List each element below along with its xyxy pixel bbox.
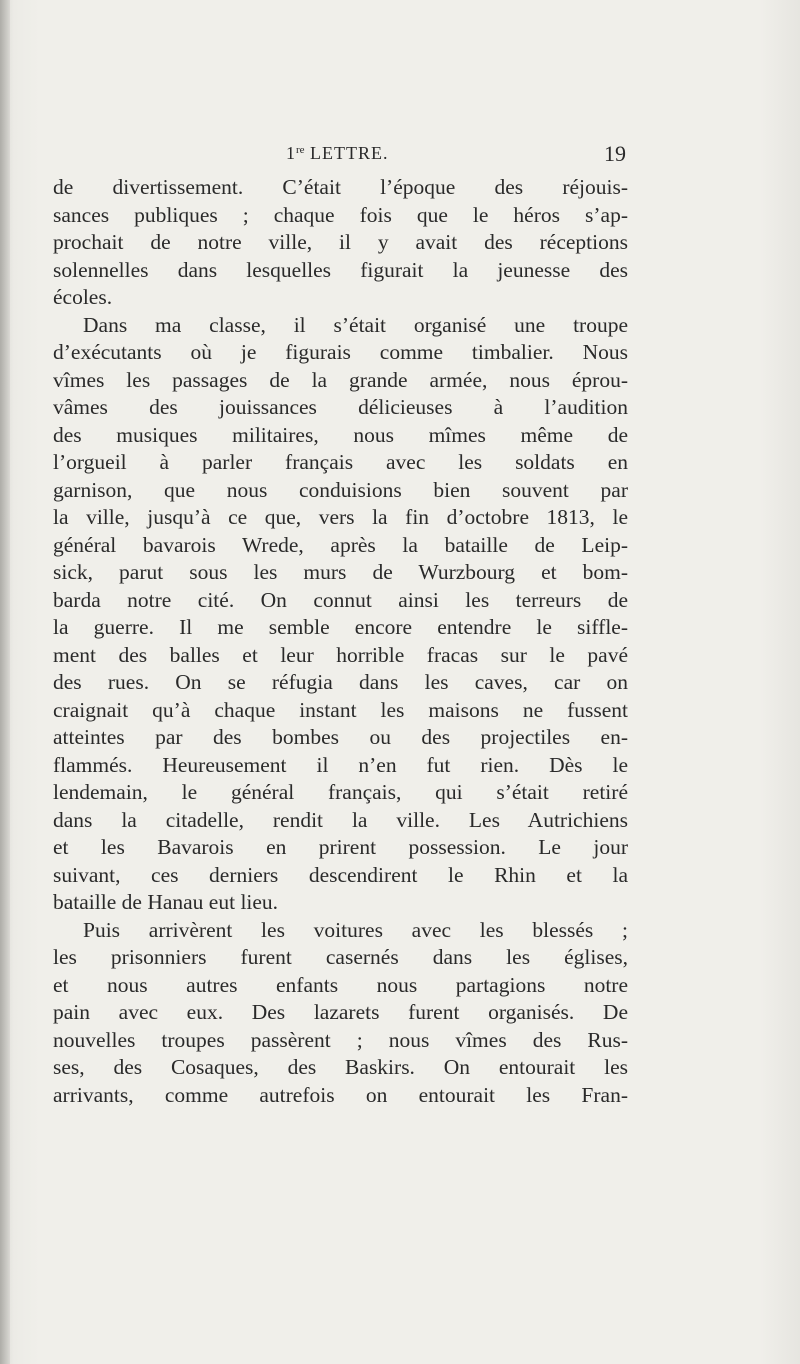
text-line: sances publiques ; chaque fois que le héros s’ap- xyxy=(53,202,628,227)
text-line: dans la citadelle, rendit la ville. Les Autrichiens xyxy=(53,807,628,832)
text-line: des musiques militaires, nous mîmes même de xyxy=(53,422,628,447)
text-line: bataille de Hanau eut lieu. xyxy=(53,890,279,914)
text-line: de divertissement. C’était l’époque des réjouis- xyxy=(53,175,628,199)
text-line: Puis arrivèrent les voitures avec les blessés ; xyxy=(83,917,628,942)
text-line: sick, parut sous les murs de Wurzbourg et bom- xyxy=(53,560,628,584)
text-line: ment des balles et leur horrible fracas sur le pavé xyxy=(53,642,628,667)
text-line: et nous autres enfants nous partagions notre xyxy=(53,972,628,997)
text-line: barda notre cité. On connut ainsi les terreurs de xyxy=(53,587,628,612)
text-line: l’orgueil à parler français avec les soldats en xyxy=(53,450,628,474)
text-line: prochait de notre ville, il y avait des réceptions xyxy=(53,230,628,254)
page-gutter-shadow xyxy=(0,0,10,1364)
title-main: LETTRE. xyxy=(310,143,389,163)
text-line: d’exécutants où je figurais comme timbalier. Nous xyxy=(53,340,628,364)
text-line: la ville, jusqu’à ce que, vers la fin d’octobre 1813, le xyxy=(53,505,628,529)
text-line: atteintes par des bombes ou des projectiles en- xyxy=(53,725,628,749)
text-line: arrivants, comme autrefois on entourait les Fran- xyxy=(53,1082,628,1107)
text-line: général bavarois Wrede, après la bataille de Leip- xyxy=(53,532,628,557)
text-line: flammés. Heureusement il n’en fut rien. Dès le xyxy=(53,752,628,777)
title-superscript: re xyxy=(296,144,305,156)
text-line: Dans ma classe, il s’était organisé une troupe xyxy=(83,312,628,337)
text-line: vîmes les passages de la grande armée, nous éprou- xyxy=(53,367,628,392)
text-line: des rues. On se réfugia dans les caves, car on xyxy=(53,670,628,694)
text-line: et les Bavarois en prirent possession. Le jour xyxy=(53,835,628,859)
body-text xyxy=(53,174,628,1109)
text-line: garnison, que nous conduisions bien souvent par xyxy=(53,477,628,502)
text-line: suivant, ces derniers descendirent le Rhin et la xyxy=(53,862,628,887)
text-line: écoles. xyxy=(53,285,113,309)
running-head-title xyxy=(286,143,389,164)
text-line: les prisonniers furent casernés dans les églises, xyxy=(53,945,628,969)
page-number: 19 xyxy=(604,141,626,166)
text-line: nouvelles troupes passèrent ; nous vîmes des Rus- xyxy=(53,1027,628,1052)
text-line: lendemain, le général français, qui s’était retiré xyxy=(53,780,628,804)
title-prefix: 1 xyxy=(286,143,296,163)
text-line: la guerre. Il me semble encore entendre le siffle- xyxy=(53,615,628,639)
text-line: ses, des Cosaques, des Baskirs. On entourait les xyxy=(53,1055,628,1079)
text-line: craignait qu’à chaque instant les maisons ne fussent xyxy=(53,697,628,722)
running-head xyxy=(66,143,626,167)
text-line: vâmes des jouissances délicieuses à l’audition xyxy=(53,395,628,419)
text-line: pain avec eux. Des lazarets furent organisés. De xyxy=(53,1000,628,1024)
text-line: solennelles dans lesquelles figurait la jeunesse des xyxy=(53,257,628,282)
